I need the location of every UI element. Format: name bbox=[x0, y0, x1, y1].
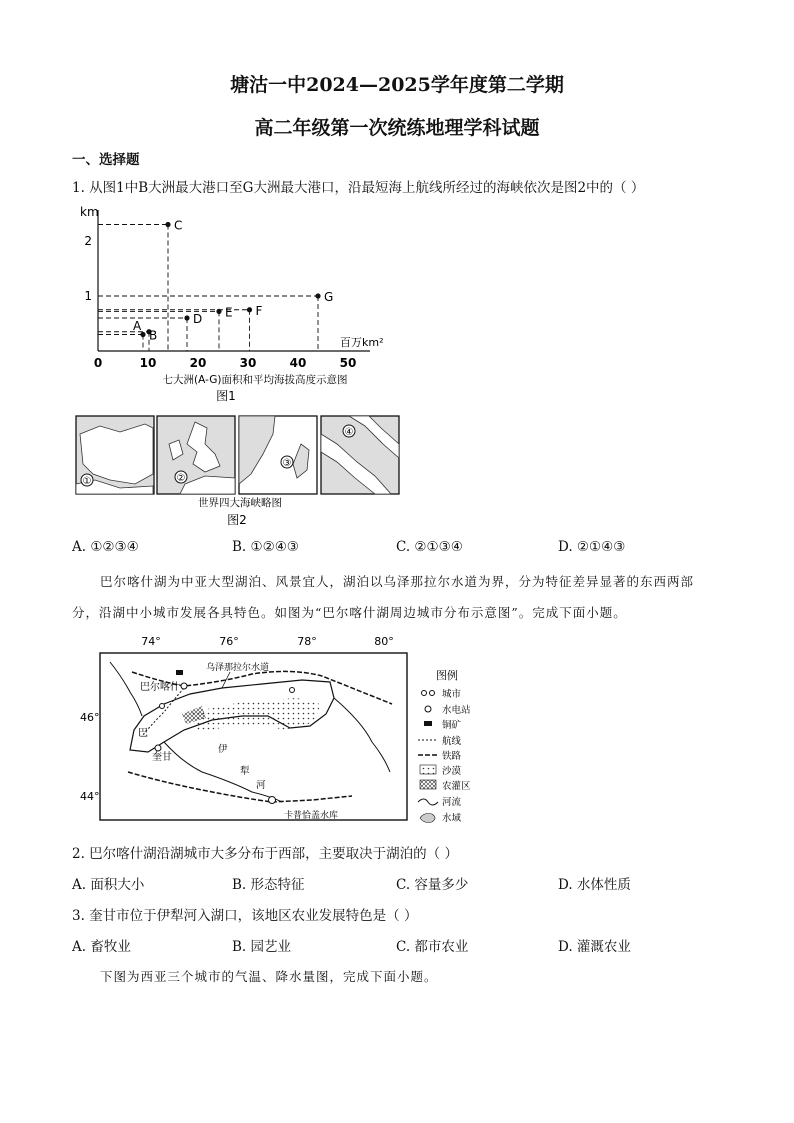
strait-panel-2 bbox=[157, 416, 235, 494]
q1-option-b[interactable]: B. ①②④③ bbox=[232, 539, 299, 555]
legend-title: 图例 bbox=[436, 669, 458, 682]
legend-water: 水域 bbox=[442, 813, 462, 824]
point-label-A: A bbox=[133, 318, 142, 333]
city-kapchagay bbox=[269, 797, 276, 804]
label-reservoir: 卡普恰盖水库 bbox=[284, 811, 339, 821]
strait-marker-2: ② bbox=[176, 473, 186, 484]
city-west bbox=[160, 704, 165, 709]
q2-option-b[interactable]: B. 形态特征 bbox=[232, 877, 305, 893]
legend-route: 航线 bbox=[442, 736, 462, 747]
point-B bbox=[140, 332, 145, 337]
lon-74: 74° bbox=[141, 635, 161, 648]
label-river-he: 河 bbox=[256, 780, 266, 791]
q3-option-a[interactable]: A. 畜牧业 bbox=[72, 939, 131, 955]
point-label-D: D bbox=[193, 312, 203, 326]
label-river-li: 犁 bbox=[240, 766, 250, 777]
figure2-caption: 世界四大海峡略图 bbox=[198, 497, 282, 509]
figure2-label: 图2 bbox=[227, 513, 247, 527]
x-tick-10: 10 bbox=[139, 356, 157, 370]
city-balkhash bbox=[181, 683, 187, 689]
legend-city: 城市 bbox=[442, 689, 462, 700]
label-balkhash: 巴尔喀什 bbox=[140, 682, 180, 693]
strait-panel-3 bbox=[239, 416, 317, 494]
strait-marker-4: ④ bbox=[344, 427, 354, 438]
passage-2: 下图为西亚三个城市的气温、降水量图，完成下面小题。 bbox=[100, 969, 438, 984]
copper-mine bbox=[176, 670, 183, 675]
figure1-label: 图1 bbox=[216, 389, 236, 403]
legend-railway: 铁路 bbox=[442, 751, 462, 762]
point-G bbox=[315, 293, 320, 298]
strait-marker-3: ③ bbox=[282, 458, 292, 469]
passage-1-line-2: 分，沿湖中小城市发展各具特色。如图为“巴尔喀什湖周边城市分布示意图”。完成下面小题。 bbox=[72, 605, 627, 620]
figure1-chart bbox=[70, 200, 410, 410]
q1-option-d[interactable]: D. ②①④③ bbox=[558, 539, 626, 555]
x-tick-30: 30 bbox=[239, 356, 257, 370]
city-kuigan bbox=[155, 745, 161, 751]
city-east bbox=[290, 688, 295, 693]
q1-option-c[interactable]: C. ②①③④ bbox=[396, 539, 463, 555]
legend-copper: 铜矿 bbox=[442, 720, 462, 731]
point-label-F: F bbox=[255, 303, 263, 318]
label-channel: 乌泽那拉尔水道 bbox=[206, 663, 270, 673]
question-2-stem: 2. 巴尔喀什湖沿湖城市大多分布于西部，主要取决于湖泊的（ ） bbox=[72, 846, 458, 862]
question-1-stem: 1. 从图1中B大洲最大港口至G大洲最大港口，沿最短海上航线所经过的海峡依次是图2中的（ ） bbox=[72, 180, 645, 196]
point-F bbox=[247, 307, 252, 312]
passage-1-line-1: 巴尔喀什湖为中亚大型湖泊、风景宜人，湖泊以乌泽那拉尔水道为界，分为特征差异显著的东西两部 bbox=[100, 574, 695, 589]
q2-option-a[interactable]: A. 面积大小 bbox=[72, 877, 145, 893]
figure1-caption: 七大洲(A-G)面积和平均海拔高度示意图 bbox=[162, 374, 348, 386]
y-axis-label: km bbox=[80, 205, 99, 219]
legend-desert: 沙漠 bbox=[442, 766, 462, 777]
q2-option-d[interactable]: D. 水体性质 bbox=[558, 877, 631, 893]
legend-hydro: 水电站 bbox=[442, 705, 471, 716]
x-tick-20: 20 bbox=[189, 356, 207, 370]
legend-river: 河流 bbox=[442, 797, 462, 808]
lon-80: 80° bbox=[374, 635, 394, 648]
q3-option-b[interactable]: B. 园艺业 bbox=[232, 939, 292, 955]
lon-76: 76° bbox=[219, 635, 239, 648]
point-label-E: E bbox=[225, 305, 233, 320]
lat-46: 46° bbox=[80, 711, 100, 724]
figure2-panels bbox=[75, 414, 405, 529]
q2-option-c[interactable]: C. 容量多少 bbox=[396, 877, 469, 893]
point-D bbox=[184, 315, 189, 320]
strait-panel-1 bbox=[76, 416, 154, 494]
q3-option-c[interactable]: C. 都市农业 bbox=[396, 939, 469, 955]
legend-items bbox=[418, 688, 471, 824]
q3-option-d[interactable]: D. 灌溉农业 bbox=[558, 939, 631, 955]
strait-panel-4 bbox=[321, 416, 399, 494]
question-3-stem: 3. 奎甘市位于伊犁河入湖口，该地区农业发展特色是（ ） bbox=[72, 908, 418, 924]
point-label-C: C bbox=[174, 218, 183, 233]
lat-44: 44° bbox=[80, 790, 100, 803]
lon-78: 78° bbox=[297, 635, 317, 648]
point-label-G: G bbox=[324, 290, 334, 304]
label-kuigan: 奎甘 bbox=[152, 752, 172, 763]
page-title: 塘沽一中2024—2025学年度第二学期 bbox=[230, 74, 564, 96]
point-C bbox=[165, 222, 170, 227]
y-tick-1: 1 bbox=[84, 289, 92, 303]
section-heading: 一、选择题 bbox=[72, 152, 140, 168]
x-tick-0: 0 bbox=[93, 356, 103, 370]
lake-balkhash-map bbox=[72, 632, 512, 832]
label-river-yi: 伊 bbox=[218, 744, 228, 755]
x-tick-40: 40 bbox=[289, 356, 307, 370]
q1-option-a[interactable]: A. ①②③④ bbox=[72, 539, 139, 555]
point-label-B: B bbox=[149, 328, 158, 343]
y-tick-2: 2 bbox=[84, 234, 92, 248]
page-subtitle: 高二年级第一次统练地理学科试题 bbox=[254, 117, 540, 139]
legend-irrigation: 农灌区 bbox=[442, 781, 471, 792]
x-axis-label: 百万km² bbox=[340, 336, 384, 349]
x-tick-50: 50 bbox=[339, 356, 357, 370]
strait-marker-1: ① bbox=[82, 476, 92, 487]
label-ba: 巴 bbox=[138, 728, 148, 739]
